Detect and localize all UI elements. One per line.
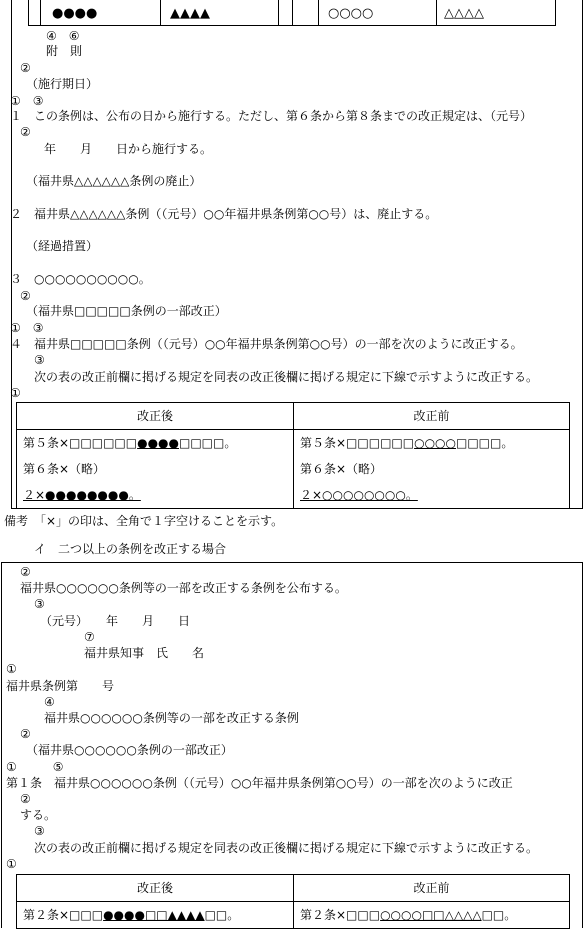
marker: ② (20, 792, 31, 806)
ordinance-number: 福井県条例第 号 (6, 679, 115, 693)
header-before: 改正前 (294, 875, 570, 902)
marker: ① (10, 386, 21, 400)
paragraph-1-cont: 年 月 日から施行する。 (44, 142, 213, 156)
table-row: 第５条×□□□□□□●●●●□□□□。 第５条×□□□□□□○○○○□□□□。 (17, 430, 570, 457)
marker: ① ⑤ (6, 760, 64, 774)
strip-cell-2: ▲▲▲▲ (170, 6, 210, 21)
paragraph-4-cont: 次の表の改正前欄に掲げる規定を同表の改正後欄に掲げる規定に下線で示すように改正する。 (34, 370, 539, 384)
article-1: 第１条 福井県○○○○○○条例（（元号）○○年福井県条例第○○号）の一部を次のように改正 (6, 776, 513, 790)
marker: ④ (44, 695, 55, 709)
amendment-table-1 (16, 402, 570, 509)
table-row: ２×●●●●●●●●。 ２×○○○○○○○○。 (17, 482, 570, 509)
strip-cell-4: △△△△ (444, 6, 484, 21)
paragraph-1: １ この条例は、公布の日から施行する。ただし、第６条から第８条までの改正規定は、（元号） (10, 109, 533, 123)
section-heading-i: イ 二つ以上の条例を改正する場合 (34, 542, 227, 556)
heading-partial-amend-2: （福井県○○○○○○条例の一部改正） (26, 743, 233, 757)
fusoku-heading: 附 則 (46, 44, 83, 58)
governor-signature: 福井県知事 氏 名 (84, 646, 205, 660)
marker: ② (20, 125, 31, 139)
heading-partial-amend: （福井県□□□□□条例の一部改正） (26, 304, 227, 318)
header-after: 改正後 (17, 875, 294, 902)
amendment-table-2 (16, 874, 570, 929)
article-1-line2: 次の表の改正前欄に掲げる規定を同表の改正後欄に掲げる規定に下線で示すように改正する。 (34, 841, 539, 855)
remarks: 備考 「×」の印は、全角で１字空けることを示す。 (4, 514, 284, 528)
date-line: （元号） 年 月 日 (40, 614, 191, 628)
ordinance-title: 福井県○○○○○○条例等の一部を改正する条例 (44, 711, 299, 725)
marker: ② (20, 565, 31, 579)
marker: ② (20, 61, 31, 75)
table-row: 第２条×□□□●●●●□□▲▲▲▲□□。 第２条×□□□○○○○□□△△△△□□。 (17, 902, 570, 929)
table-row: 第６条×（略） 第６条×（略） (17, 456, 570, 482)
promulgation-line: 福井県○○○○○○条例等の一部を改正する条例を公布する。 (20, 581, 347, 595)
heading-repeal: （福井県△△△△△△条例の廃止） (26, 174, 202, 188)
article-1-cont: する。 (20, 808, 57, 822)
strip-cell-1: ●●●● (52, 6, 98, 21)
marker: ① ③ (10, 94, 44, 108)
marker: ① ③ (10, 321, 44, 335)
marker: ③ (34, 597, 45, 611)
paragraph-3: ３ ○○○○○○○○○○。 (10, 272, 151, 286)
paragraph-4: ４ 福井県□□□□□条例（（元号）○○年福井県条例第○○号）の一部を次のように改正する。 (10, 337, 523, 351)
marker: ② (20, 727, 31, 741)
marker: ③ (34, 353, 45, 367)
strip-cell-3: ○○○○ (328, 6, 374, 21)
paragraph-2: ２ 福井県△△△△△△条例（（元号）○○年福井県条例第○○号）は、廃止する。 (10, 207, 438, 221)
heading-transitional: （経過措置） (26, 239, 99, 253)
marker: ⑦ (84, 630, 95, 644)
marker: ① (6, 857, 17, 871)
marker: ① (6, 662, 17, 676)
heading-effective-date: （施行期日） (26, 77, 99, 91)
marker: ④ ⑥ (46, 29, 80, 43)
marker: ③ (34, 824, 45, 838)
header-after: 改正後 (17, 403, 294, 430)
header-before: 改正前 (294, 403, 570, 430)
marker: ② (20, 289, 31, 303)
